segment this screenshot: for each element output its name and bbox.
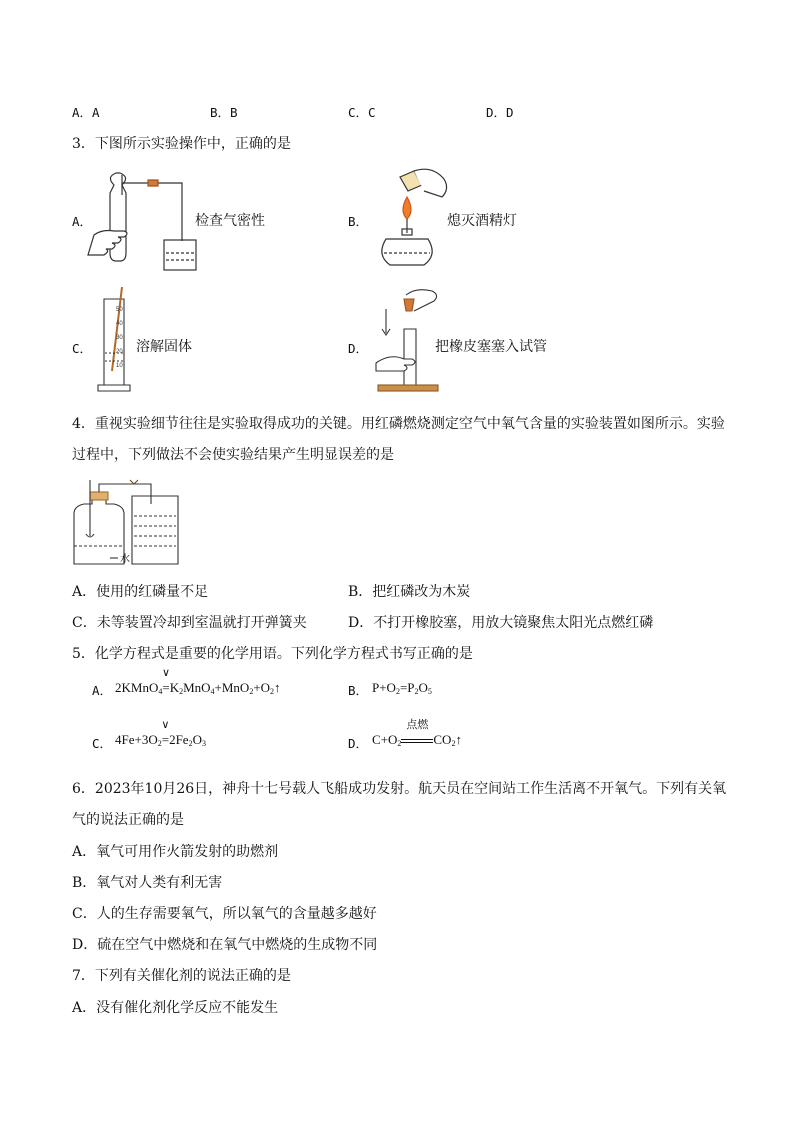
q6-option-d: D．硫在空气中燃烧和在氧气中燃烧的生成物不同 (72, 937, 378, 953)
insert-stopper-figure (372, 285, 442, 403)
q4-stem-line2: 过程中，下列做法不会使实验结果产生明显误差的是 (72, 447, 394, 463)
q6-option-a: A．氧气可用作火箭发射的助燃剂 (72, 844, 279, 860)
q5-equation-b: $P+O_2=P_2O_5$ (372, 680, 432, 696)
q6-stem-line2: 气的说法正确的是 (72, 812, 184, 828)
q4-option-b: B．把红磷改为木炭 (348, 584, 471, 600)
q4-option-a: A．使用的红磷量不足 (72, 584, 209, 600)
q5-equation-d: $C+O_2$ 点燃 $CO_2↑$ (372, 718, 462, 748)
q5-equation-a: 2KMnO$_4$ ∨ $=K_2MnO_4+MnO_2+O_2↑$ (115, 667, 281, 696)
q3-option-c-caption: 溶解固体 (136, 339, 192, 355)
q7-stem: 7．下列有关催化剂的说法正确的是 (72, 968, 291, 984)
burn-condition: 点燃 (406, 718, 429, 731)
q4-option-d: D．不打开橡胶塞，用放大镜聚焦太阳光点燃红磷 (348, 615, 654, 631)
q5-stem: 5．化学方程式是重要的化学用语。下列化学方程式书写正确的是 (72, 646, 473, 662)
q2-option-c: C．C (348, 105, 376, 120)
cylinder-tick-10: 10 (116, 363, 123, 369)
q3-option-a-caption: 检查气密性 (195, 213, 265, 229)
q7-option-a: A．没有催化剂化学反应不能发生 (72, 1000, 279, 1016)
q3-option-d-caption: 把橡皮塞塞入试管 (435, 339, 547, 355)
q6-option-c: C．人的生存需要氧气，所以氧气的含量越多越好 (72, 906, 377, 922)
water-label: 水 (120, 554, 130, 565)
q3-stem: 3．下图所示实验操作中，正确的是 (72, 136, 291, 152)
graduated-cylinder-figure (98, 285, 138, 395)
q5-option-c-letter: C． (92, 736, 113, 751)
q5-equation-c: $4Fe+3O_2$ ∨ $=2Fe_2O_3$ (115, 719, 206, 748)
q2-option-b: B．B (210, 105, 238, 120)
q6-option-b: B．氧气对人类有利无害 (72, 875, 223, 891)
q4-option-c: C．未等装置冷却到室温就打开弹簧夹 (72, 615, 307, 631)
q2-option-d: D．D (486, 105, 514, 120)
q3-option-a-letter: A． (72, 214, 93, 229)
q4-stem-line1: 4．重视实验细节往往是实验取得成功的关键。用红磷燃烧测定空气中氧气含量的实验装置如图所示。实验 (72, 416, 725, 432)
q2-option-a: A．A (72, 105, 100, 120)
cylinder-tick-40: 40 (116, 321, 123, 327)
airtightness-check-figure (92, 165, 207, 275)
q5-option-a-letter: A． (92, 683, 113, 698)
q5-option-d-letter: D． (348, 736, 369, 751)
cylinder-tick-30: 30 (116, 335, 123, 341)
cylinder-tick-20: 20 (116, 349, 123, 355)
q3-option-b-caption: 熄灭酒精灯 (447, 213, 517, 229)
q3-option-c-letter: C． (72, 341, 93, 356)
q5-option-b-letter: B． (348, 683, 369, 698)
q3-option-b-letter: B． (348, 214, 369, 229)
extinguish-lamp-figure (362, 165, 452, 275)
q3-option-d-letter: D． (348, 341, 369, 356)
red-phosphorus-apparatus-figure (70, 474, 190, 570)
q6-stem-line1: 6．2023年10月26日，神舟十七号载人飞船成功发射。航天员在空间站工作生活离不开氧气。下列有关氧 (72, 781, 727, 797)
cylinder-tick-50: 50 (116, 307, 123, 313)
